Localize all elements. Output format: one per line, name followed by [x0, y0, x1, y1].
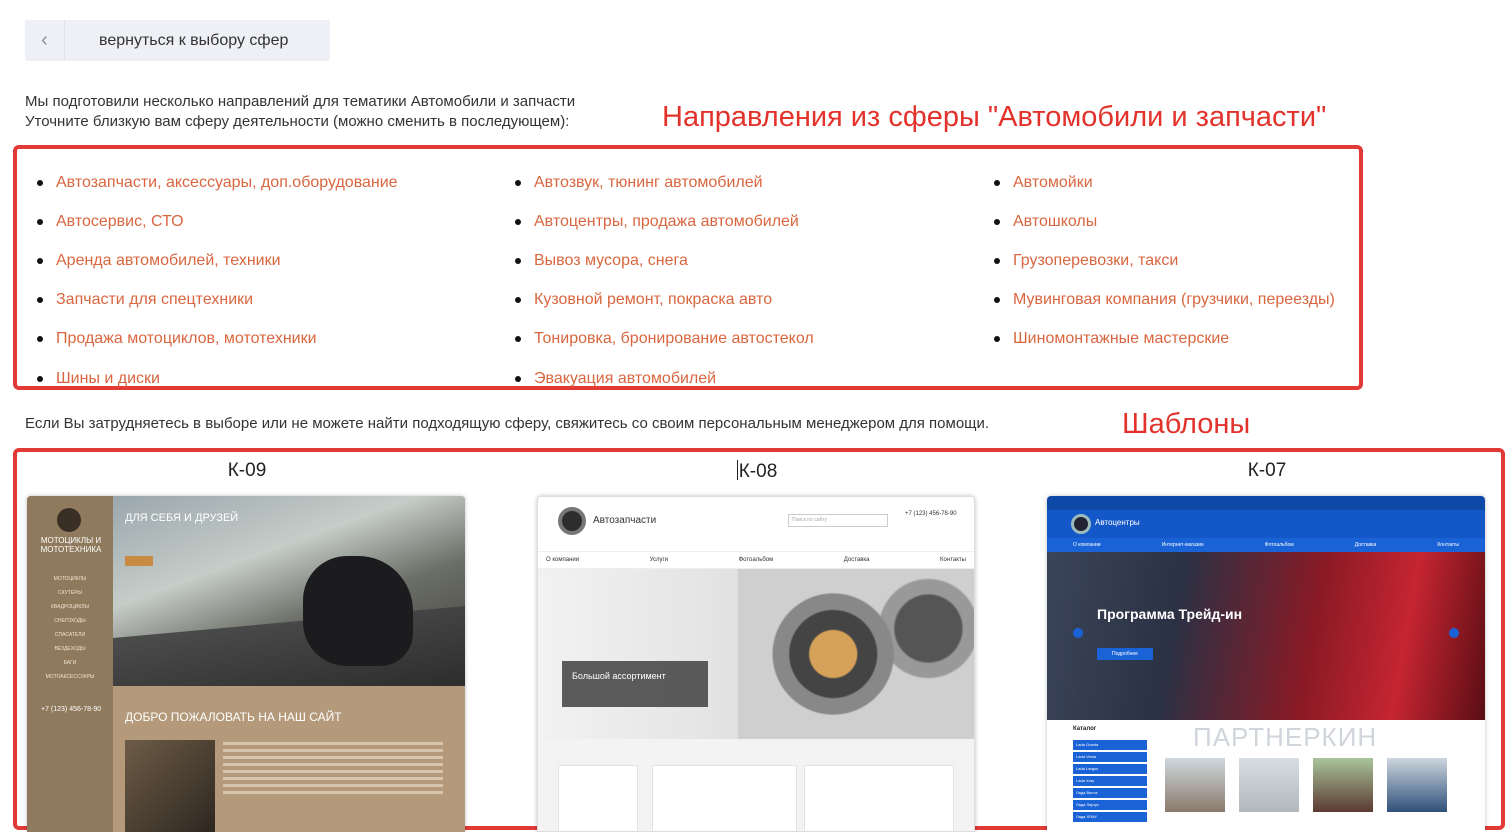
text-line [223, 770, 443, 773]
preview-hero-button [125, 556, 153, 566]
preview-product-image [1165, 758, 1225, 812]
list-item [56, 359, 398, 398]
preview-header [1047, 510, 1485, 538]
preview-header [538, 497, 974, 543]
preview-catalog [1073, 726, 1147, 832]
intro-line-2: Уточните близкую вам сферу деятельности (можно сменить в последующем): [25, 113, 570, 130]
preview-nav-item: Доставка [1354, 542, 1377, 548]
auto-parts-image [738, 569, 975, 739]
direction-link[interactable]: Кузовной ремонт, покраска авто [534, 291, 773, 309]
preview-hero-button: Подробнее [1097, 648, 1153, 660]
preview-card [804, 765, 954, 832]
wheel-logo-icon [1071, 514, 1091, 534]
text-line [223, 742, 443, 745]
preview-promo: Большой ассортимент [562, 661, 708, 707]
list-item [1013, 241, 1335, 280]
list-item [1013, 320, 1335, 359]
template-title-k09: К-09 [227, 460, 267, 481]
preview-catalog-item: Lada Granta [1073, 740, 1147, 750]
list-item [534, 202, 814, 241]
help-hint: Если Вы затрудняетесь в выборе или не можете найти подходящую сферу, свяжитесь со своим персональным менеджером для помощи. [25, 415, 990, 432]
intro-line-1: Мы подготовили несколько направлений для тематики Автомобили и запчасти [25, 93, 576, 110]
direction-link[interactable]: Автозапчасти, аксессуары, доп.оборудование [56, 173, 398, 191]
preview-catalog-item: Lada Xray [1073, 776, 1147, 786]
preview-menu-item: БАГИ [63, 660, 77, 666]
preview-nav-item: Доставка [843, 557, 870, 563]
preview-menu-item: КВАДРОЦИКЛЫ [51, 604, 89, 610]
template-preview-k07[interactable] [1047, 496, 1485, 832]
preview-hero-image [538, 569, 974, 739]
text-line [223, 763, 443, 766]
slider-prev-icon [1073, 628, 1083, 638]
preview-hero-image [1047, 552, 1485, 720]
directions-column-2 [534, 163, 814, 398]
preview-nav-item: Фотоальбом [1264, 542, 1294, 548]
text-line [223, 756, 443, 759]
direction-link[interactable]: Шины и диски [56, 369, 160, 387]
direction-link[interactable]: Тонировка, бронирование автостекол [534, 330, 814, 348]
list-item [1013, 202, 1335, 241]
list-item [1013, 163, 1335, 202]
list-item [534, 241, 814, 280]
wheel-logo-icon [558, 507, 586, 535]
preview-catalog-item: Lada Vesta [1073, 752, 1147, 762]
preview-welcome: ДОБРО ПОЖАЛОВАТЬ НА НАШ САЙТ [125, 710, 342, 724]
direction-link[interactable]: Продажа мотоциклов, мототехники [56, 330, 317, 348]
template-title-k08 [537, 460, 977, 483]
directions-column-3 [1013, 163, 1335, 359]
direction-link[interactable]: Шиномонтажные мастерские [1013, 330, 1230, 348]
preview-hero-title: ДЛЯ СЕБЯ И ДРУЗЕЙ [125, 512, 239, 524]
preview-text-lines [223, 742, 443, 798]
preview-card [652, 765, 797, 832]
list-item [56, 320, 398, 359]
preview-nav-item: Фотоальбом [738, 557, 774, 563]
direction-link[interactable]: Автозвук, тюнинг автомобилей [534, 173, 763, 191]
preview-brand: МОТОЦИКЛЫ И МОТОТЕХНИКА [40, 536, 102, 554]
text-line [223, 791, 443, 794]
chevron-left-icon: ‹ [25, 20, 65, 61]
preview-product-image [1313, 758, 1373, 812]
templates-annotation: Шаблоны [1122, 408, 1251, 440]
preview-menu-item: МОТОЦИКЛЫ [53, 576, 87, 582]
template-preview-k08[interactable] [537, 496, 975, 832]
preview-catalog-title: Каталог [1073, 726, 1097, 732]
preview-menu-item: СНЕГОХОДЫ [54, 618, 86, 624]
back-to-spheres-button[interactable] [25, 20, 330, 61]
direction-link[interactable]: Автошколы [1013, 212, 1098, 230]
intro-text [25, 92, 575, 132]
preview-hero-title: Программа Трейд-ин [1097, 606, 1243, 622]
preview-product-image [1387, 758, 1447, 812]
direction-link[interactable]: Эвакуация автомобилей [534, 369, 717, 387]
preview-catalog-item: Lada Largus [1073, 764, 1147, 774]
list-item [56, 202, 398, 241]
template-title-k07: К-07 [1247, 460, 1287, 481]
list-item [534, 359, 814, 398]
preview-phone: +7 (123) 456-78-90 [905, 511, 957, 517]
preview-menu-item: СКУТЕРЫ [58, 590, 82, 596]
preview-nav-item: Услуги [649, 557, 669, 563]
preview-search: Поиск по сайту [788, 514, 888, 527]
back-button-label: вернуться к выбору сфер [99, 31, 289, 49]
slider-next-icon [1449, 628, 1459, 638]
preview-sidebar [27, 496, 113, 832]
moto-logo-icon [57, 508, 81, 532]
directions-column-1 [56, 163, 398, 398]
text-line [223, 784, 443, 787]
watermark: ПАРТНЕРКИН [1193, 722, 1378, 752]
preview-product-image [1239, 758, 1299, 812]
text-line [223, 749, 443, 752]
direction-link[interactable]: Запчасти для спецтехники [56, 291, 254, 309]
list-item [534, 163, 814, 202]
direction-link[interactable]: Автомойки [1013, 173, 1093, 191]
template-preview-k09[interactable] [27, 496, 465, 832]
preview-nav-item: Интернет-магазин [1161, 542, 1204, 548]
preview-brand: Автозапчасти [593, 515, 657, 526]
template-code: К-08 [738, 461, 778, 482]
preview-catalog-item: Лада XRAY [1073, 812, 1147, 822]
preview-nav-item: О компании [546, 557, 580, 563]
list-item [56, 163, 398, 202]
preview-card [558, 765, 638, 832]
list-item [1013, 281, 1335, 320]
direction-link[interactable]: Автоцентры, продажа автомобилей [534, 212, 799, 230]
direction-link[interactable]: Грузоперевозки, такси [1013, 251, 1179, 269]
list-item [56, 281, 398, 320]
preview-menu-item: ВЕЗДЕХОДЫ [54, 646, 86, 652]
list-item [534, 320, 814, 359]
preview-hero-image [113, 496, 465, 686]
text-line [223, 777, 443, 780]
preview-menu [27, 576, 113, 688]
preview-photo [125, 740, 215, 832]
preview-menu-item: СПАСАТЕЛИ [54, 632, 86, 638]
preview-catalog-item: Лада Ларгус [1073, 800, 1147, 810]
direction-link[interactable]: Вывоз мусора, снега [534, 251, 688, 269]
preview-catalog-item: Лада Веста [1073, 788, 1147, 798]
motorcycle-shape [303, 556, 413, 666]
preview-brand: Автоцентры [1095, 518, 1140, 527]
preview-nav-item: О компании [1073, 542, 1101, 548]
list-item [534, 281, 814, 320]
preview-phone: +7 (123) 456-78-90 [41, 706, 102, 713]
preview-topbar [1047, 496, 1485, 510]
preview-nav-item: Контакты [1437, 542, 1459, 548]
direction-link[interactable]: Автосервис, СТО [56, 212, 184, 230]
preview-nav [538, 551, 974, 569]
direction-link[interactable]: Аренда автомобилей, техники [56, 251, 281, 269]
text-cursor [737, 460, 738, 480]
direction-link[interactable]: Мувинговая компания (грузчики, переезды) [1013, 291, 1335, 309]
preview-nav-item: Контакты [940, 557, 966, 563]
list-item [56, 241, 398, 280]
preview-menu-item: МОТОАКСЕССУАРЫ [45, 674, 95, 680]
preview-nav [1047, 538, 1485, 552]
directions-annotation: Направления из сферы "Автомобили и запчасти" [662, 101, 1327, 133]
